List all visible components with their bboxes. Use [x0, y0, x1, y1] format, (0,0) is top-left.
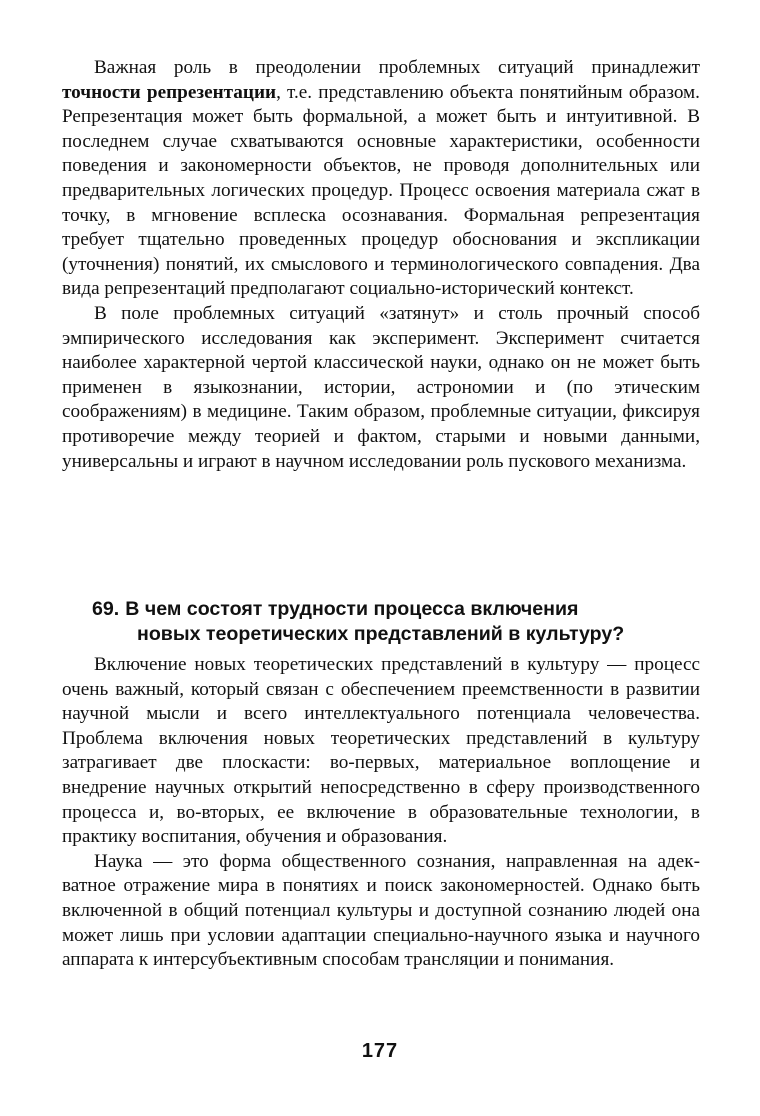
bold-term: точности репрезентации [62, 81, 277, 103]
heading-line-1 [92, 598, 578, 620]
heading-text: В чем состоят трудности процесса включения [125, 598, 579, 620]
section-69-body [62, 653, 700, 973]
heading-line-2: новых теоретических представлений в культуру? [137, 623, 625, 645]
paragraph [62, 56, 700, 302]
page-number: 177 [361, 1040, 399, 1062]
paragraph: Включение новых теоретических представлений в культуру — процесс очень важный, который связан с обеспечением преемственности в развитии научной мысли и всего интеллектуального потенциала человечества. Проблема включения новых теоретических представлений в культуру затрагивает две плоскасти: во-первых, материальное воплощение и внедрение научных открытий непосредственно в сферу производственного процесса и, во-вторых, ее включение в образовательные технологии, в практику воспитания, обучения и образования. [62, 654, 700, 848]
section-number: 69. [92, 598, 120, 620]
paragraph-text: Важная роль в преодолении проблемных ситуаций принадлежит [94, 57, 700, 78]
paragraph-text: , т.е. представлению объекта понятийным образом. Репрезентация может быть формальной, а может быть и интуитивной. В последнем случае схватываются основные характеристики, особенности поведения и закономерности объектов, не проводя дополнительных или предварительных логических процедур. Процесс освоения материала сжат в точку, в мгновение всплеска осознавания. Формальная репрезентация требует тщательно проведенных процедур обоснования и экспликации (уточнения) понятий, их смыслового и терминологического совпадения. Два вида репрезентаций предполагают социально-исторический контекст. [62, 81, 700, 300]
paragraph: Наука — это форма общественного сознания, направленная на адекватное отражение мира в понятиях и поиск закономерностей. Однако быть включенной в общий потенциал культуры и доступной сознанию людей она может лишь при условии адаптации специально-научного языка и научного аппарата к интерсубъективным способам трансляции и понимания. [62, 850, 700, 971]
section-prev-body [62, 56, 700, 474]
section-heading [92, 597, 712, 647]
paragraph: В поле проблемных ситуаций «затянут» и столь прочный способ эмпирического исследования как эксперимент. Эксперимент считается наиболее характерной чертой классической науки, однако он не может быть применен в языкознании, истории, астрономии и (по этическим соображениям) в медицине. Таким образом, проблемные ситуации, фиксируя противоречие между теорией и фактом, старыми и новыми данными, универсальны и играют в научном исследовании роль пускового механизма. [62, 302, 700, 472]
